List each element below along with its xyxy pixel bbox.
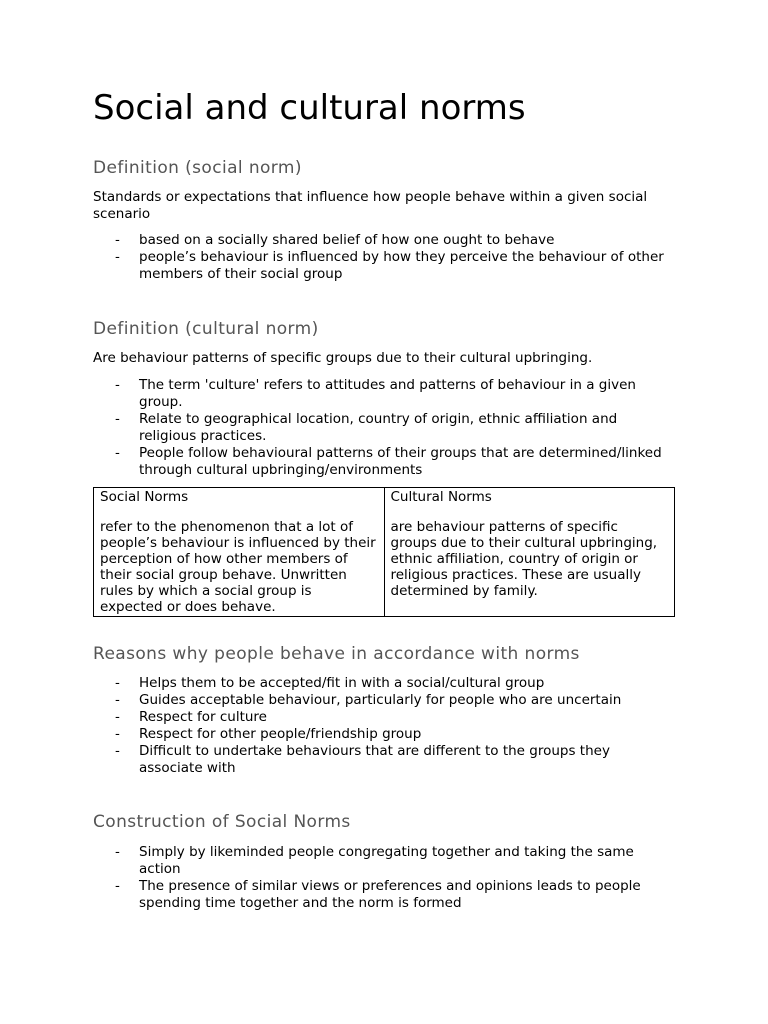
list-item [93, 878, 675, 912]
bullet-marker: - [115, 692, 120, 708]
list-item-text: Difficult to undertake behaviours that are different to the groups they associate with [139, 743, 610, 776]
reasons-list [93, 675, 675, 777]
heading-reasons: Reasons why people behave in accordance with norms [93, 644, 580, 664]
list-item-text: Helps them to be accepted/fit in with a social/cultural group [139, 675, 545, 691]
list-item [93, 675, 675, 692]
bullet-marker: - [115, 726, 120, 742]
table-text-cultural-norms: are behaviour patterns of specific groups due to their cultural upbringing, ethnic affiliation, country of origin or religious practices. These are usually determined by family. [390, 519, 658, 599]
bullet-marker: - [115, 709, 120, 725]
list-item-text: people’s behaviour is influenced by how they perceive the behaviour of other members of their social group [139, 249, 664, 282]
list-item-text: The presence of similar views or preferences and opinions leads to people spending time together and the norm is formed [139, 878, 641, 911]
table-header-cultural-norms: Cultural Norms [390, 489, 492, 505]
cultural-norm-list [93, 377, 675, 479]
list-item [93, 411, 675, 445]
list-item-text: based on a socially shared belief of how one ought to behave [139, 232, 555, 248]
bullet-marker: - [115, 249, 120, 265]
list-item-text: Relate to geographical location, country of origin, ethnic affiliation and religious practices. [139, 411, 618, 444]
list-item [93, 692, 675, 709]
table-cell-cultural-norms [384, 488, 675, 617]
bullet-marker: - [115, 445, 120, 461]
list-item-text: The term 'culture' refers to attitudes and patterns of behaviour in a given group. [139, 377, 636, 410]
social-norm-list [93, 232, 675, 283]
cultural-norm-definition: Are behaviour patterns of specific groups due to their cultural upbringing. [93, 350, 593, 366]
bullet-marker: - [115, 844, 120, 860]
bullet-marker: - [115, 377, 120, 393]
construction-list [93, 844, 675, 912]
page-title: Social and cultural norms [93, 88, 526, 128]
list-item-text: Guides acceptable behaviour, particularly for people who are uncertain [139, 692, 622, 708]
list-item-text: Simply by likeminded people congregating together and taking the same action [139, 844, 634, 877]
list-item-text: Respect for other people/friendship group [139, 726, 422, 742]
table-header-social-norms: Social Norms [100, 489, 189, 505]
heading-social-norm: Definition (social norm) [93, 158, 302, 178]
list-item [93, 377, 675, 411]
norms-comparison-table [93, 487, 675, 617]
list-item-text: Respect for culture [139, 709, 267, 725]
list-item [93, 445, 675, 479]
table-row [94, 488, 675, 617]
bullet-marker: - [115, 232, 120, 248]
table-text-social-norms: refer to the phenomenon that a lot of people’s behaviour is influenced by their perception of how other members of their social group behave. Unwritten rules by which a social group is expected or does behave. [100, 519, 376, 615]
social-norm-definition: Standards or expectations that influence how people behave within a given social scenario [93, 189, 648, 222]
table-cell-social-norms [94, 488, 385, 617]
list-item [93, 726, 675, 743]
bullet-marker: - [115, 411, 120, 427]
heading-construction: Construction of Social Norms [93, 812, 351, 832]
heading-cultural-norm: Definition (cultural norm) [93, 319, 319, 339]
list-item [93, 709, 675, 726]
bullet-marker: - [115, 878, 120, 894]
bullet-marker: - [115, 743, 120, 759]
list-item-text: People follow behavioural patterns of their groups that are determined/linked through cultural upbringing/environments [139, 445, 662, 478]
list-item [93, 743, 675, 777]
list-item [93, 249, 675, 283]
bullet-marker: - [115, 675, 120, 691]
list-item [93, 232, 675, 249]
list-item [93, 844, 675, 878]
